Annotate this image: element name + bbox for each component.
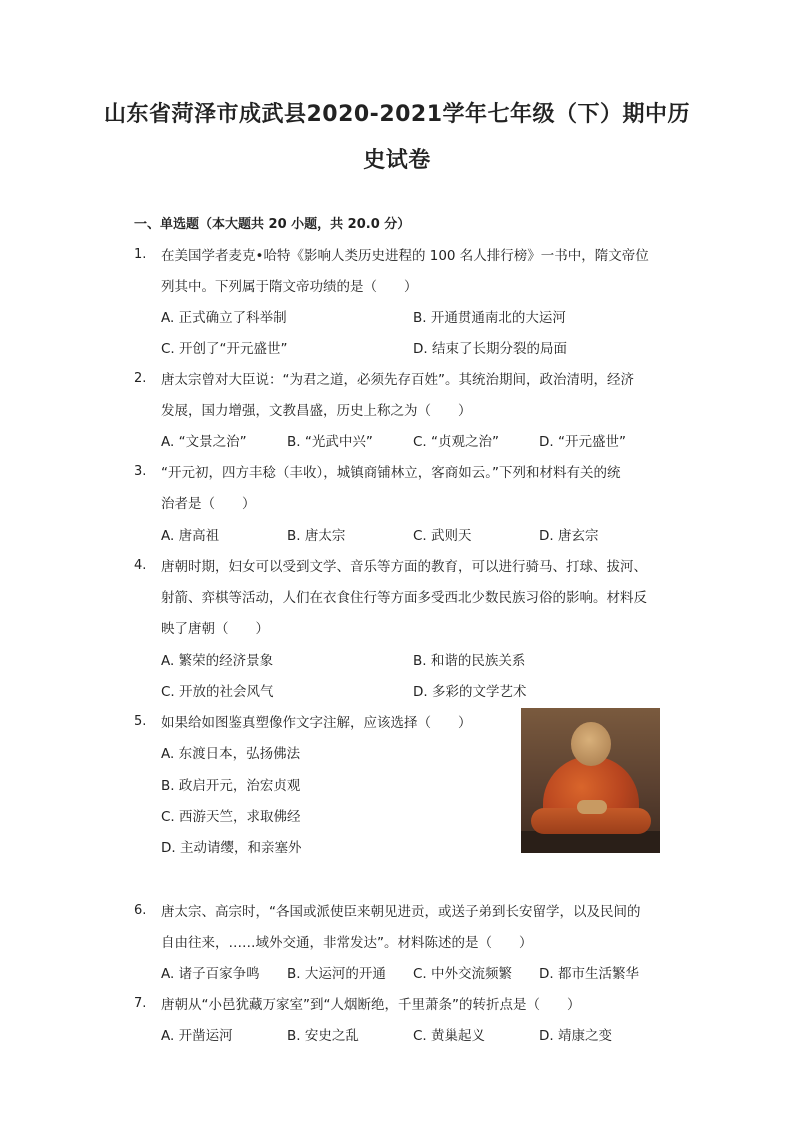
option-c[interactable]: C. 开创了“开元盛世”	[161, 341, 288, 357]
question-number: 2.	[134, 371, 147, 386]
option-b[interactable]: B. 和谐的民族关系	[413, 653, 526, 669]
option-a[interactable]: A. 东渡日本，弘扬佛法	[161, 746, 301, 762]
option-b[interactable]: B. 政启开元，治宏贞观	[161, 778, 301, 794]
option-d[interactable]: D. 唐玄宗	[539, 528, 599, 544]
jianzhen-statue-photo	[521, 708, 660, 853]
option-a[interactable]: A. 繁荣的经济景象	[161, 653, 274, 669]
option-c[interactable]: C. 西游天竺，求取佛经	[161, 809, 301, 825]
option-d[interactable]: D. 结束了长期分裂的局面	[413, 341, 567, 357]
question-number: 3.	[134, 464, 147, 479]
option-c[interactable]: C. 中外交流频繁	[413, 966, 513, 982]
question-text: 自由往来，……域外交通，非常发达”。材料陈述的是（ ）	[161, 935, 533, 951]
question-text: “开元初，四方丰稔（丰收），城镇商铺林立，客商如云。”下列和材料有关的统	[161, 465, 621, 481]
option-d[interactable]: D. “开元盛世”	[539, 434, 626, 450]
statue-base	[521, 831, 660, 853]
option-c[interactable]: C. 武则天	[413, 528, 472, 544]
option-b[interactable]: B. 唐太宗	[287, 528, 346, 544]
option-b[interactable]: B. 开通贯通南北的大运河	[413, 310, 566, 326]
option-d[interactable]: D. 都市生活繁华	[539, 966, 639, 982]
question-text: 在美国学者麦克•哈特《影响人类历史进程的 100 名人排行榜》一书中，隋文帝位	[161, 248, 649, 264]
question-text: 唐太宗曾对大臣说：“为君之道，必须先存百姓”。其统治期间，政治清明，经济	[161, 372, 634, 388]
question-number: 7.	[134, 996, 147, 1011]
option-d[interactable]: D. 主动请缨，和亲塞外	[161, 840, 302, 856]
section-heading: 一、单选题（本大题共 20 小题，共 20.0 分）	[134, 217, 411, 232]
exam-title-line2: 史试卷	[363, 148, 431, 173]
option-c[interactable]: C. 开放的社会风气	[161, 684, 274, 700]
option-b[interactable]: B. 大运河的开通	[287, 966, 386, 982]
question-number: 1.	[134, 247, 147, 262]
question-text: 唐太宗、高宗时，“各国或派使臣来朝见进贡，或送子弟到长安留学，以及民间的	[161, 904, 641, 920]
option-a[interactable]: A. 开凿运河	[161, 1028, 233, 1044]
question-text: 治者是（ ）	[161, 496, 256, 512]
question-number: 4.	[134, 558, 147, 573]
option-a[interactable]: A. 正式确立了科举制	[161, 310, 287, 326]
question-text: 唐朝时期，妇女可以受到文学、音乐等方面的教育，可以进行骑马、打球、拔河、	[161, 559, 647, 575]
option-b[interactable]: B. “光武中兴”	[287, 434, 373, 450]
question-text: 映了唐朝（ ）	[161, 621, 269, 637]
question-number: 5.	[134, 714, 147, 729]
question-text: 射箭、弈棋等活动，人们在衣食住行等方面多受西北少数民族习俗的影响。材料反	[161, 590, 647, 606]
exam-title-line1: 山东省菏泽市成武县2020-2021学年七年级（下）期中历	[103, 102, 691, 127]
question-number: 6.	[134, 903, 147, 918]
option-a[interactable]: A. “文景之治”	[161, 434, 247, 450]
statue-hands	[577, 800, 607, 814]
question-text: 唐朝从“小邑犹藏万家室”到“人烟断绝，千里萧条”的转折点是（ ）	[161, 997, 581, 1013]
option-d[interactable]: D. 多彩的文学艺术	[413, 684, 527, 700]
question-text: 列其中。下列属于隋文帝功绩的是（ ）	[161, 279, 418, 295]
question-text: 发展，国力增强，文教昌盛，历史上称之为（ ）	[161, 403, 472, 419]
statue-head	[571, 722, 611, 766]
option-a[interactable]: A. 唐高祖	[161, 528, 220, 544]
option-d[interactable]: D. 靖康之变	[539, 1028, 612, 1044]
option-c[interactable]: C. 黄巢起义	[413, 1028, 486, 1044]
question-text: 如果给如图鉴真塑像作文字注解，应该选择（ ）	[161, 715, 472, 731]
option-c[interactable]: C. “贞观之治”	[413, 434, 499, 450]
option-b[interactable]: B. 安史之乱	[287, 1028, 359, 1044]
option-a[interactable]: A. 诸子百家争鸣	[161, 966, 260, 982]
